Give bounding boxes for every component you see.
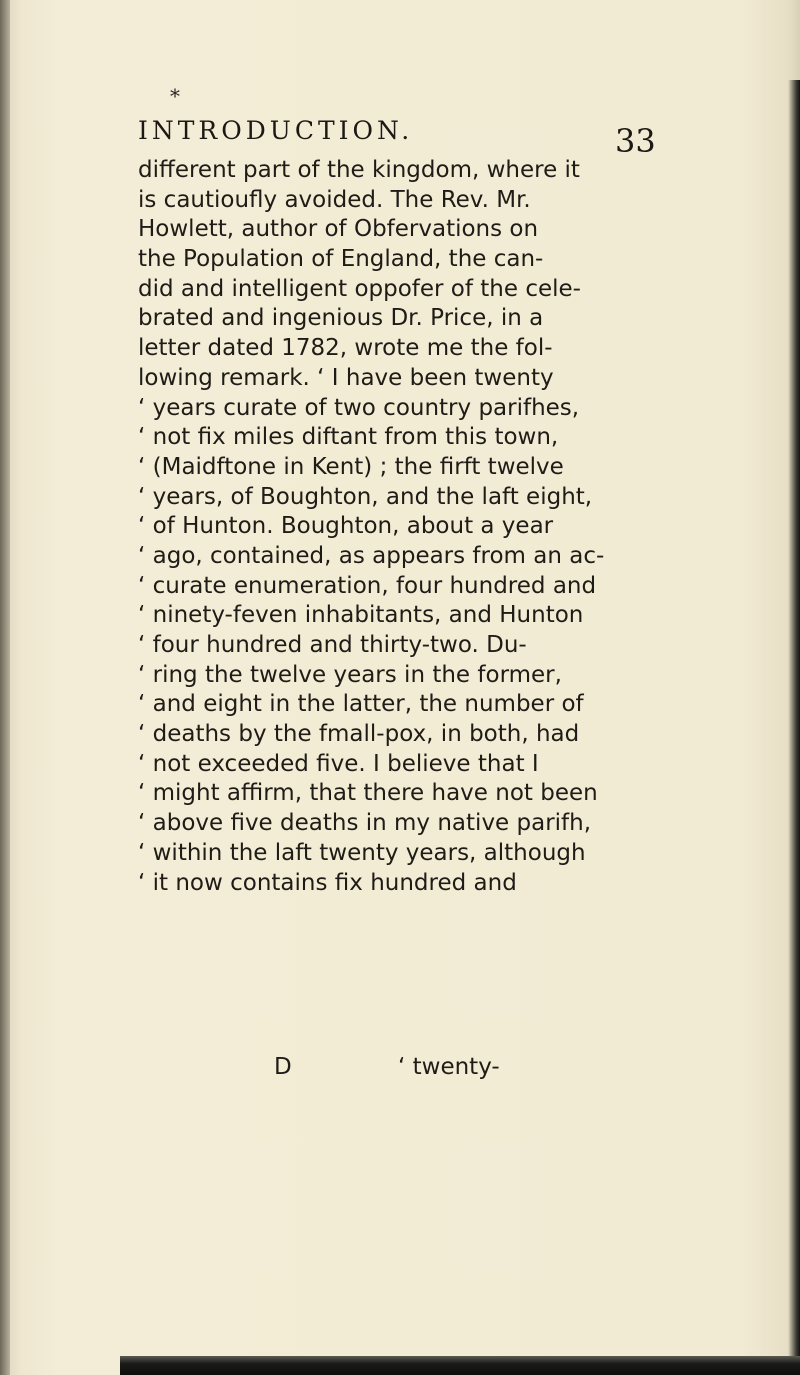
- text-line: ‘ deaths by the fmall-pox, in both, had: [138, 721, 580, 748]
- text-line: ‘ ninety-feven inhabitants, and Hunton: [138, 602, 584, 629]
- text-line: Howlett, author of Obfervations on: [138, 216, 539, 243]
- body-text: [138, 156, 658, 898]
- catchword: ‘ twenty-: [398, 1054, 500, 1080]
- page-number: 33: [615, 122, 656, 160]
- text-line: ‘ of Hunton. Boughton, about a year: [138, 513, 554, 540]
- text-line: ‘ years, of Boughton, and the laft eight,: [138, 483, 593, 510]
- text-line: ‘ curate enumeration, four hundred and: [138, 572, 597, 599]
- text-line: ‘ within the laft twenty years, although: [138, 839, 586, 866]
- text-line: is cautioufly avoided. The Rev. Mr.: [138, 186, 531, 213]
- text-line: did and intelligent oppofer of the cele-: [138, 275, 581, 302]
- binding-spine-shadow: [0, 0, 10, 1375]
- text-line: lowing remark. ‘ I have been twenty: [138, 364, 554, 391]
- signature-mark: D: [274, 1054, 292, 1080]
- page-edge-shadow: [788, 80, 800, 1375]
- text-line: ‘ years curate of two country parifhes,: [138, 394, 580, 421]
- text-line: different part of the kingdom, where it: [138, 157, 580, 183]
- text-line: ‘ might affirm, that there have not been: [138, 780, 598, 807]
- text-line: ‘ ring the twelve years in the former,: [138, 661, 562, 688]
- text-line: ‘ not fix miles diftant from this town,: [138, 424, 559, 451]
- text-line: brated and ingenious Dr. Price, in a: [138, 305, 544, 332]
- text-line: ‘ it now contains fix hundred and: [138, 869, 517, 896]
- text-line: ‘ (Maidftone in Kent) ; the firft twelve: [138, 453, 564, 480]
- text-line: ‘ ago, contained, as appears from an ac-: [138, 542, 605, 569]
- text-line: the Population of England, the can-: [138, 246, 544, 273]
- printer-mark: *: [170, 84, 180, 108]
- text-line: ‘ four hundred and thirty-two. Du-: [138, 632, 527, 658]
- running-head: INTRODUCTION.: [138, 116, 414, 145]
- bottom-edge-shadow: [120, 1356, 800, 1375]
- text-line: ‘ not exceeded five. I believe that I: [138, 750, 539, 777]
- text-line: ‘ and eight in the latter, the number of: [138, 691, 584, 718]
- page-header: [138, 116, 658, 156]
- page-footer: [138, 1054, 658, 1084]
- text-line: letter dated 1782, wrote me the fol-: [138, 335, 553, 362]
- text-line: ‘ above five deaths in my native parifh,: [138, 810, 592, 837]
